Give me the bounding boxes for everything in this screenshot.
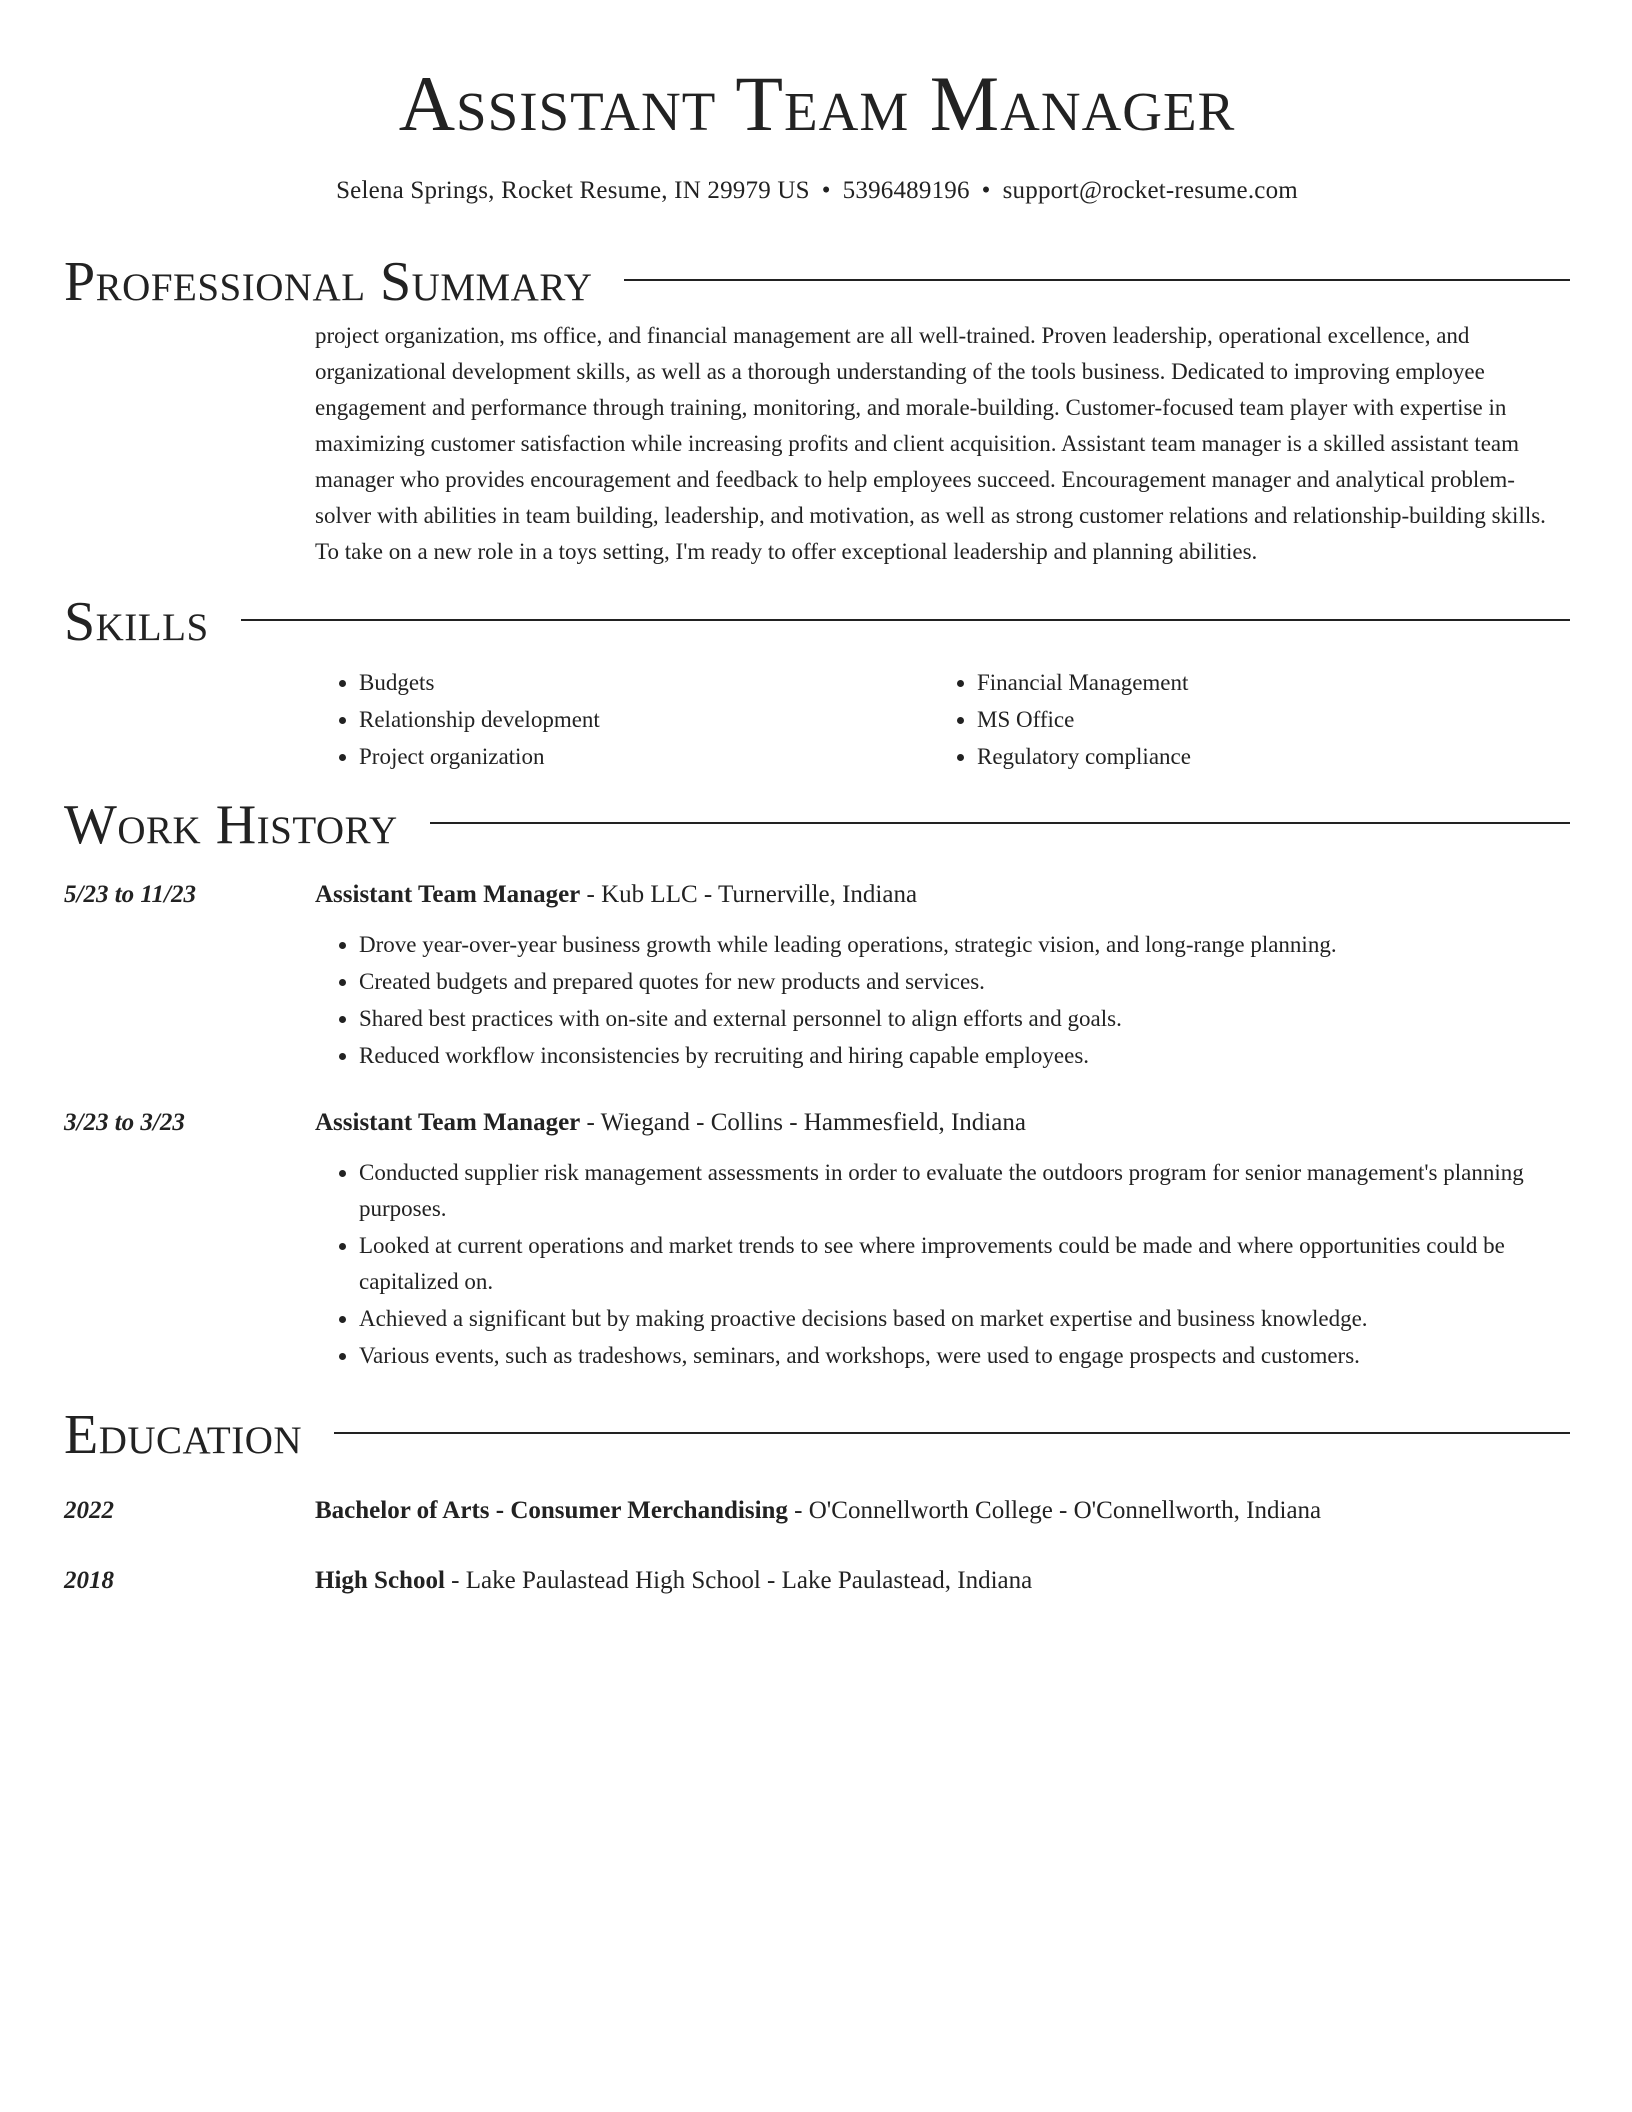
contact-separator: •	[821, 177, 831, 204]
education-line	[315, 1563, 1570, 1599]
education-section-header	[64, 1405, 1570, 1465]
section-divider	[624, 279, 1570, 281]
job-title-line	[315, 1105, 1570, 1141]
skill-item: • Budgets	[359, 664, 933, 701]
skills-column-right	[933, 664, 1537, 775]
work-section-header	[64, 795, 1570, 855]
skill-item: • Relationship development	[359, 701, 933, 738]
job-body	[315, 1105, 1570, 1375]
contact-email: support@rocket-resume.com	[1002, 177, 1298, 204]
resume-page	[64, 0, 1570, 1599]
education-degree: Bachelor of Arts - Consumer Merchandising	[315, 1497, 788, 1524]
job-entry	[64, 1105, 1570, 1375]
section-divider	[430, 822, 1570, 824]
education-details: - O'Connellworth College - O'Connellworth, Indiana	[787, 1497, 1322, 1524]
contact-line	[64, 176, 1570, 206]
job-bullet: • Drove year-over-year business growth while leading operations, strategic vision, and long-range planning.	[359, 927, 1570, 963]
work-heading: Work History	[64, 794, 398, 856]
education-degree: High School	[315, 1567, 445, 1594]
skill-item: • Financial Management	[977, 664, 1537, 701]
education-entry	[64, 1563, 1570, 1599]
job-bullets	[315, 927, 1570, 1074]
skills-heading: Skills	[64, 591, 209, 653]
contact-address: Selena Springs, Rocket Resume, IN 29979 US	[336, 177, 810, 204]
job-title: Assistant Team Manager	[315, 1109, 581, 1136]
education-year: 2022	[64, 1497, 114, 1524]
resume-name-heading: Assistant Team Manager	[398, 60, 1236, 147]
section-divider	[334, 1432, 1570, 1434]
job-body	[315, 877, 1570, 1075]
job-bullet: • Shared best practices with on-site and external personnel to align efforts and goals.	[359, 1001, 1570, 1037]
job-details: - Wiegand - Collins - Hammesfield, Indiana	[580, 1109, 1026, 1136]
education-details: - Lake Paulastead High School - Lake Paulastead, Indiana	[444, 1567, 1033, 1594]
job-bullet: • Looked at current operations and market trends to see where improvements could be made and where opportunities could be capitalized on.	[359, 1228, 1570, 1300]
job-entry	[64, 877, 1570, 1075]
job-bullet: • Conducted supplier risk management assessments in order to evaluate the outdoors program for senior management's planning purposes.	[359, 1155, 1570, 1227]
job-bullet: • Achieved a significant but by making proactive decisions based on market expertise and business knowledge.	[359, 1301, 1570, 1337]
job-title-line	[315, 877, 1570, 913]
education-body	[315, 1563, 1570, 1599]
skill-item: • MS Office	[977, 701, 1537, 738]
skills-list	[315, 664, 1570, 775]
skill-item: • Project organization	[359, 738, 933, 775]
job-dates: 3/23 to 3/23	[64, 1109, 185, 1136]
contact-separator: •	[981, 177, 991, 204]
education-entry	[64, 1493, 1570, 1529]
education-body	[315, 1493, 1570, 1529]
education-line	[315, 1493, 1570, 1529]
job-bullet: • Reduced workflow inconsistencies by recruiting and hiring capable employees.	[359, 1038, 1570, 1074]
section-divider	[241, 619, 1570, 621]
job-details: - Kub LLC - Turnerville, Indiana	[580, 881, 918, 908]
education-heading: Education	[64, 1404, 303, 1466]
summary-heading: Professional Summary	[64, 251, 593, 313]
skills-column-left	[315, 664, 933, 775]
education-year: 2018	[64, 1567, 114, 1594]
job-bullets	[315, 1155, 1570, 1374]
summary-text: project organization, ms office, and financial management are all well-trained. Proven leadership, operational excellence, and organizational development skills, as well as a thorough understanding of the tools business. Dedicated to improving employee engagement and performance through training, monitoring, and morale-building. Customer-focused team player with expertise in maximizing customer satisfaction while increasing profits and client acquisition. Assistant team manager is a skilled assistant team manager who provides encouragement and feedback to help employees succeed. Encouragement manager and analytical problem-solver with abilities in team building, leadership, and motivation, as well as strong customer relations and relationship-building skills. To take on a new role in a toys setting, I'm ready to offer exceptional leadership and planning abilities.	[315, 323, 1546, 564]
contact-phone: 5396489196	[842, 177, 970, 204]
job-dates: 5/23 to 11/23	[64, 881, 196, 908]
skills-section-header	[64, 592, 1570, 652]
job-title: Assistant Team Manager	[315, 881, 581, 908]
skill-item: • Regulatory compliance	[977, 738, 1537, 775]
job-bullet: • Created budgets and prepared quotes for new products and services.	[359, 964, 1570, 1000]
job-bullet: • Various events, such as tradeshows, seminars, and workshops, were used to engage prospects and customers.	[359, 1338, 1570, 1374]
summary-section-header	[64, 252, 1570, 312]
